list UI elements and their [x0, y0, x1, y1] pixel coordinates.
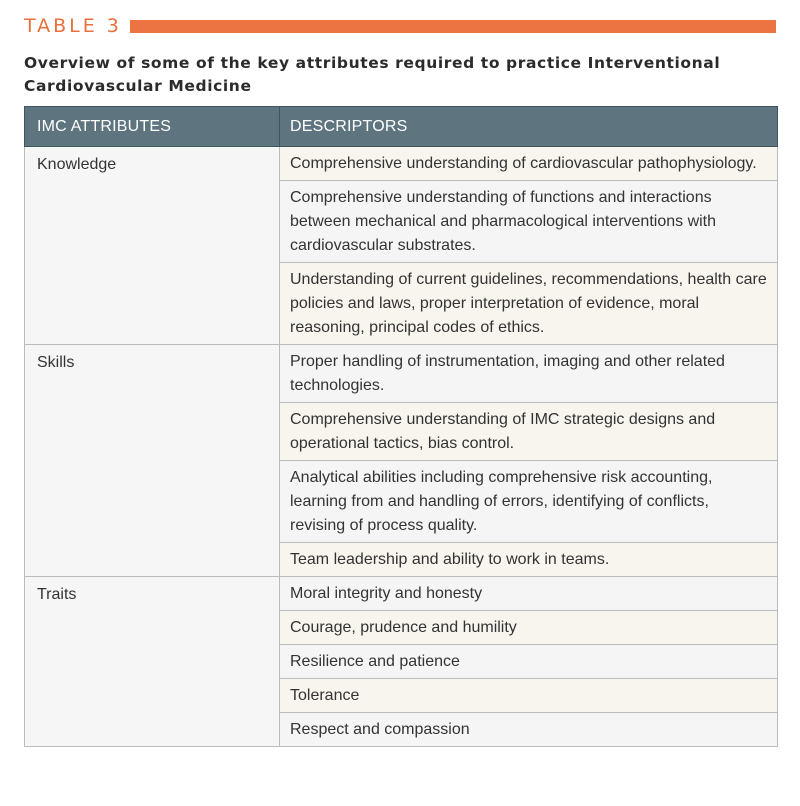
attribute-skills: Skills — [25, 345, 280, 577]
descriptor-cell: Tolerance — [280, 679, 778, 713]
descriptor-cell: Comprehensive understanding of IMC strategic designs and operational tactics, bias control. — [280, 403, 778, 461]
table-number-label: TABLE 3 — [24, 15, 122, 37]
descriptor-cell: Moral integrity and honesty — [280, 577, 778, 611]
accent-bar — [130, 20, 776, 33]
table-row — [25, 147, 778, 181]
descriptor-cell: Respect and compassion — [280, 713, 778, 747]
table-header-row — [25, 107, 778, 147]
table-row — [25, 345, 778, 403]
table-caption: Overview of some of the key attributes required to practice Interventional Cardiovascular Medicine — [24, 54, 721, 95]
descriptor-cell: Courage, prudence and humility — [280, 611, 778, 645]
descriptor-cell: Comprehensive understanding of functions and interactions between mechanical and pharmacological interventions with cardiovascular substrates. — [280, 181, 778, 263]
descriptor-cell: Team leadership and ability to work in teams. — [280, 543, 778, 577]
attribute-knowledge: Knowledge — [25, 147, 280, 345]
descriptor-cell: Proper handling of instrumentation, imaging and other related technologies. — [280, 345, 778, 403]
table-label-row — [24, 12, 776, 40]
header-descriptors: DESCRIPTORS — [280, 107, 778, 147]
table-row — [25, 577, 778, 611]
attributes-table — [24, 106, 778, 747]
descriptor-cell: Analytical abilities including comprehensive risk accounting, learning from and handling of errors, identifying of conflicts, revising of process quality. — [280, 461, 778, 543]
descriptor-cell: Resilience and patience — [280, 645, 778, 679]
descriptor-cell: Comprehensive understanding of cardiovascular pathophysiology. — [280, 147, 778, 181]
header-imc-attributes: IMC ATTRIBUTES — [25, 107, 280, 147]
descriptor-cell: Understanding of current guidelines, recommendations, health care policies and laws, proper interpretation of evidence, moral reasoning, principal codes of ethics. — [280, 263, 778, 345]
attribute-traits: Traits — [25, 577, 280, 747]
